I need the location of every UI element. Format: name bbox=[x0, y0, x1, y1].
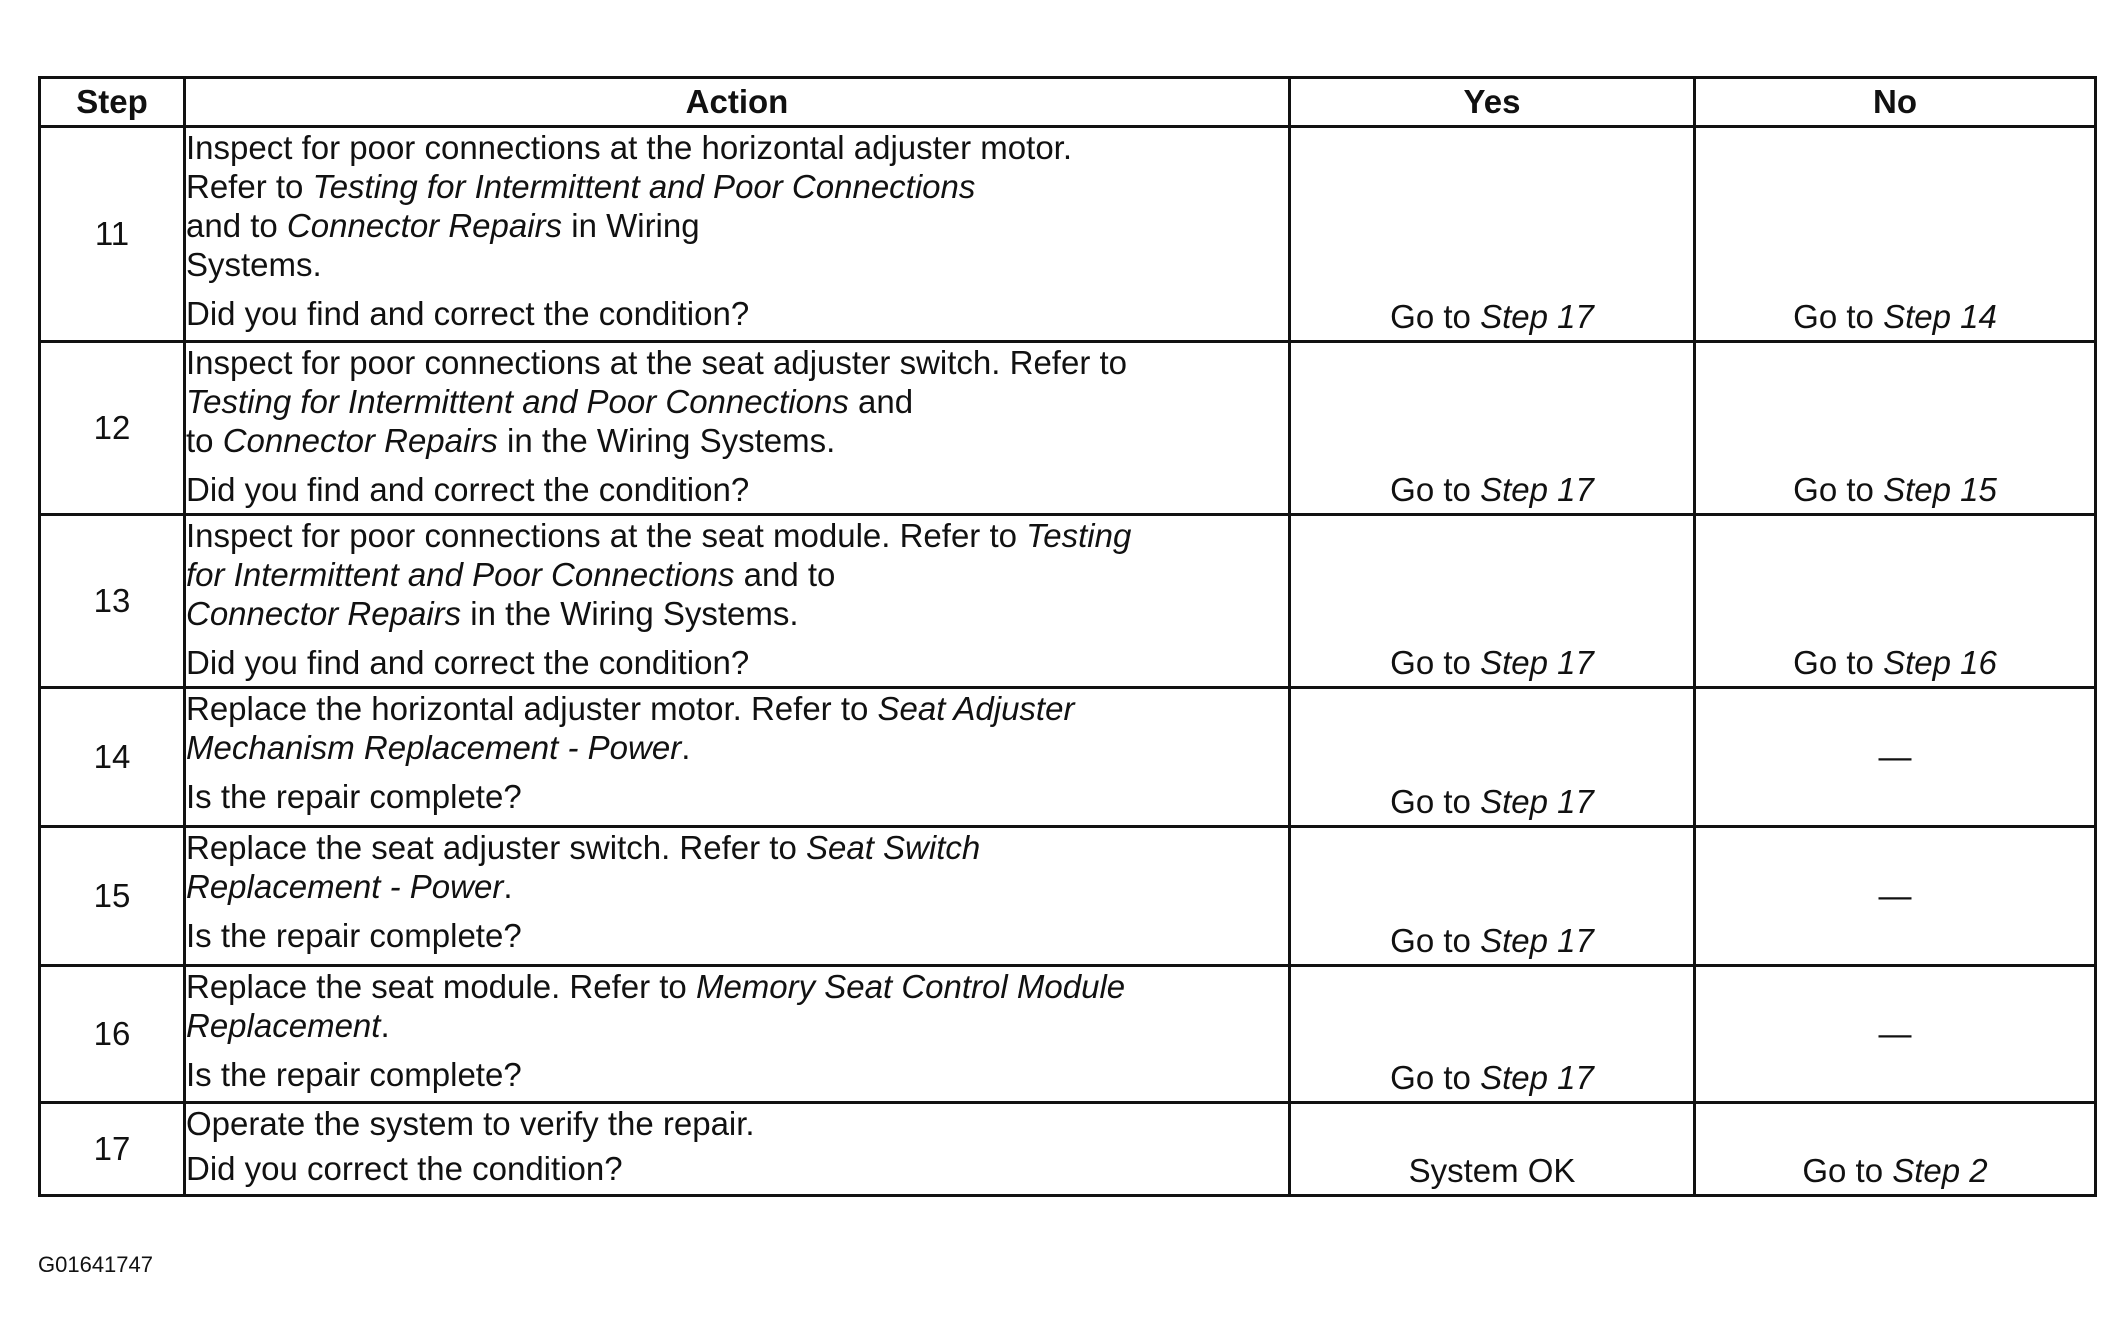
document-reference: Step 17 bbox=[1480, 298, 1594, 335]
action-question: Did you correct the condition? bbox=[186, 1150, 623, 1187]
header-yes: Yes bbox=[1290, 78, 1695, 127]
yes-cell bbox=[1290, 1103, 1695, 1196]
action-instruction: Replace the horizontal adjuster motor. Refer to Seat Adjuster Mechanism Replacement - Power. bbox=[186, 690, 1075, 766]
no-cell bbox=[1695, 342, 2096, 515]
document-reference: Step 15 bbox=[1883, 471, 1997, 508]
yes-cell bbox=[1290, 827, 1695, 966]
diagnostic-table-container bbox=[38, 76, 2094, 1197]
action-cell bbox=[185, 688, 1290, 827]
document-reference: Seat Adjuster bbox=[877, 690, 1075, 727]
yes-outcome: Go to Step 17 bbox=[1390, 644, 1594, 681]
document-reference: Connector Repairs bbox=[222, 422, 498, 459]
document-reference: Step 14 bbox=[1883, 298, 1997, 335]
document-reference: Connector Repairs bbox=[286, 207, 563, 244]
action-question: Did you find and correct the condition? bbox=[186, 644, 750, 681]
document-reference: Step 17 bbox=[1480, 471, 1594, 508]
action-question: Is the repair complete? bbox=[186, 778, 522, 815]
action-cell bbox=[185, 127, 1290, 342]
document-reference: Connector Repairs bbox=[186, 595, 462, 632]
table-row bbox=[40, 827, 2096, 966]
step-number: 14 bbox=[40, 688, 185, 827]
yes-cell bbox=[1290, 515, 1695, 688]
no-cell bbox=[1695, 966, 2096, 1103]
yes-outcome: System OK bbox=[1408, 1152, 1576, 1189]
action-instruction: Inspect for poor connections at the seat adjuster switch. Refer to Testing for Intermittent and Poor Connections and to Connector Repairs in the Wiring Systems. bbox=[186, 344, 1127, 459]
yes-outcome: Go to Step 17 bbox=[1390, 471, 1594, 508]
header-step: Step bbox=[40, 78, 185, 127]
no-outcome: Go to Step 15 bbox=[1793, 471, 1997, 508]
step-number: 17 bbox=[40, 1103, 185, 1196]
yes-cell bbox=[1290, 688, 1695, 827]
no-outcome: Go to Step 14 bbox=[1793, 298, 1997, 335]
no-cell bbox=[1695, 515, 2096, 688]
document-reference: Step 17 bbox=[1480, 1059, 1594, 1096]
action-question: Did you find and correct the condition? bbox=[186, 295, 750, 332]
document-reference: Replacement bbox=[186, 1007, 381, 1044]
document-reference: Replacement - Power bbox=[186, 868, 504, 905]
no-cell bbox=[1695, 127, 2096, 342]
yes-outcome: Go to Step 17 bbox=[1390, 783, 1594, 820]
action-cell bbox=[185, 827, 1290, 966]
step-number: 12 bbox=[40, 342, 185, 515]
no-cell bbox=[1695, 827, 2096, 966]
step-number: 15 bbox=[40, 827, 185, 966]
no-outcome-dash: — bbox=[1878, 877, 1912, 914]
step-number: 16 bbox=[40, 966, 185, 1103]
figure-identifier: G01641747 bbox=[38, 1252, 153, 1277]
yes-cell bbox=[1290, 342, 1695, 515]
document-reference: Testing bbox=[1026, 517, 1132, 554]
document-reference: Testing for Intermittent and Poor Connections bbox=[312, 168, 976, 205]
action-cell bbox=[185, 1103, 1290, 1196]
action-cell bbox=[185, 966, 1290, 1103]
table-row bbox=[40, 966, 2096, 1103]
step-number: 13 bbox=[40, 515, 185, 688]
yes-outcome: Go to Step 17 bbox=[1390, 922, 1594, 959]
action-question: Is the repair complete? bbox=[186, 917, 522, 954]
yes-outcome: Go to Step 17 bbox=[1390, 298, 1594, 335]
action-instruction: Inspect for poor connections at the seat module. Refer to Testing for Intermittent and Poor Connections and to Connector Repairs in the Wiring Systems. bbox=[186, 517, 1132, 632]
no-outcome-dash: — bbox=[1878, 738, 1912, 775]
document-reference: Step 17 bbox=[1480, 922, 1594, 959]
table-row bbox=[40, 688, 2096, 827]
action-instruction: Replace the seat module. Refer to Memory Seat Control Module Replacement. bbox=[186, 968, 1126, 1044]
no-outcome-dash: — bbox=[1878, 1015, 1912, 1052]
yes-outcome: Go to Step 17 bbox=[1390, 1059, 1594, 1096]
table-header-row bbox=[40, 78, 2096, 127]
table-row bbox=[40, 127, 2096, 342]
action-cell bbox=[185, 515, 1290, 688]
header-no: No bbox=[1695, 78, 2096, 127]
action-instruction: Inspect for poor connections at the horizontal adjuster motor. Refer to Testing for Intermittent and Poor Connections and to Connector Repairs in Wiring Systems. bbox=[186, 129, 1073, 283]
action-instruction: Replace the seat adjuster switch. Refer to Seat Switch Replacement - Power. bbox=[186, 829, 981, 905]
table-row bbox=[40, 342, 2096, 515]
action-question: Is the repair complete? bbox=[186, 1056, 522, 1093]
document-reference: for Intermittent and Poor Connections bbox=[186, 556, 735, 593]
document-reference: Step 17 bbox=[1480, 644, 1594, 681]
document-reference: Step 2 bbox=[1892, 1152, 1988, 1189]
document-reference: Step 16 bbox=[1883, 644, 1997, 681]
action-question: Did you find and correct the condition? bbox=[186, 471, 750, 508]
action-cell bbox=[185, 342, 1290, 515]
header-action: Action bbox=[185, 78, 1290, 127]
no-cell bbox=[1695, 688, 2096, 827]
document-reference: Testing for Intermittent and Poor Connections bbox=[186, 383, 849, 420]
yes-cell bbox=[1290, 966, 1695, 1103]
table-row bbox=[40, 515, 2096, 688]
document-reference: Seat Switch bbox=[805, 829, 981, 866]
action-instruction: Operate the system to verify the repair. bbox=[186, 1105, 755, 1142]
yes-cell bbox=[1290, 127, 1695, 342]
table-row bbox=[40, 1103, 2096, 1196]
step-number: 11 bbox=[40, 127, 185, 342]
document-reference: Step 17 bbox=[1480, 783, 1594, 820]
no-outcome: Go to Step 16 bbox=[1793, 644, 1997, 681]
no-cell bbox=[1695, 1103, 2096, 1196]
document-reference: Memory Seat Control Module bbox=[695, 968, 1126, 1005]
no-outcome: Go to Step 2 bbox=[1802, 1152, 1988, 1189]
document-reference: Mechanism Replacement - Power bbox=[186, 729, 682, 766]
diagnostic-steps-table bbox=[38, 76, 2097, 1197]
